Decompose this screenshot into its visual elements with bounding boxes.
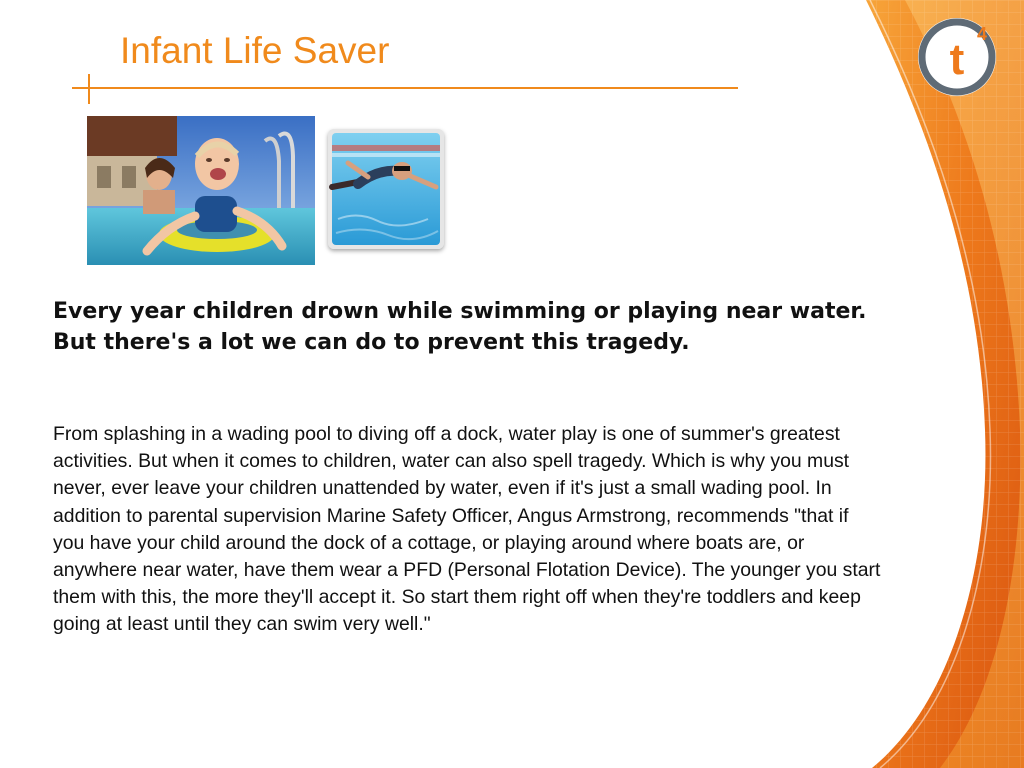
child-swimming-photo xyxy=(328,129,444,249)
baby-pool-photo xyxy=(87,116,315,265)
svg-text:t: t xyxy=(949,35,965,84)
svg-text:4: 4 xyxy=(976,24,988,44)
headline: Every year children drown while swimming or playing near water. But there's a lot we can do to prevent this tragedy. xyxy=(53,299,867,355)
page-title: Infant Life Saver xyxy=(120,30,390,71)
t4-logo xyxy=(916,16,998,98)
body-paragraph: From splashing in a wading pool to diving off a dock, water play is one of summer's greatest activities. But when it comes to children, water can also spell tragedy. Which is why you must never, ever leave your children unattended by water, even if it's just a small wading pool. In addition to parental supervision Marine Safety Officer, Angus Armstrong, recommends "that if you have your child around the dock of a cottage, or playing around where boats are, or anywhere near water, have them wear a PFD (Personal Flotation Device). The younger you start them with this, the more they'll accept it. So start them right off when they're toddlers and keep going at least until they can swim very well." xyxy=(53,423,881,636)
title-underline xyxy=(72,87,738,89)
title-tick-mark xyxy=(88,74,90,104)
